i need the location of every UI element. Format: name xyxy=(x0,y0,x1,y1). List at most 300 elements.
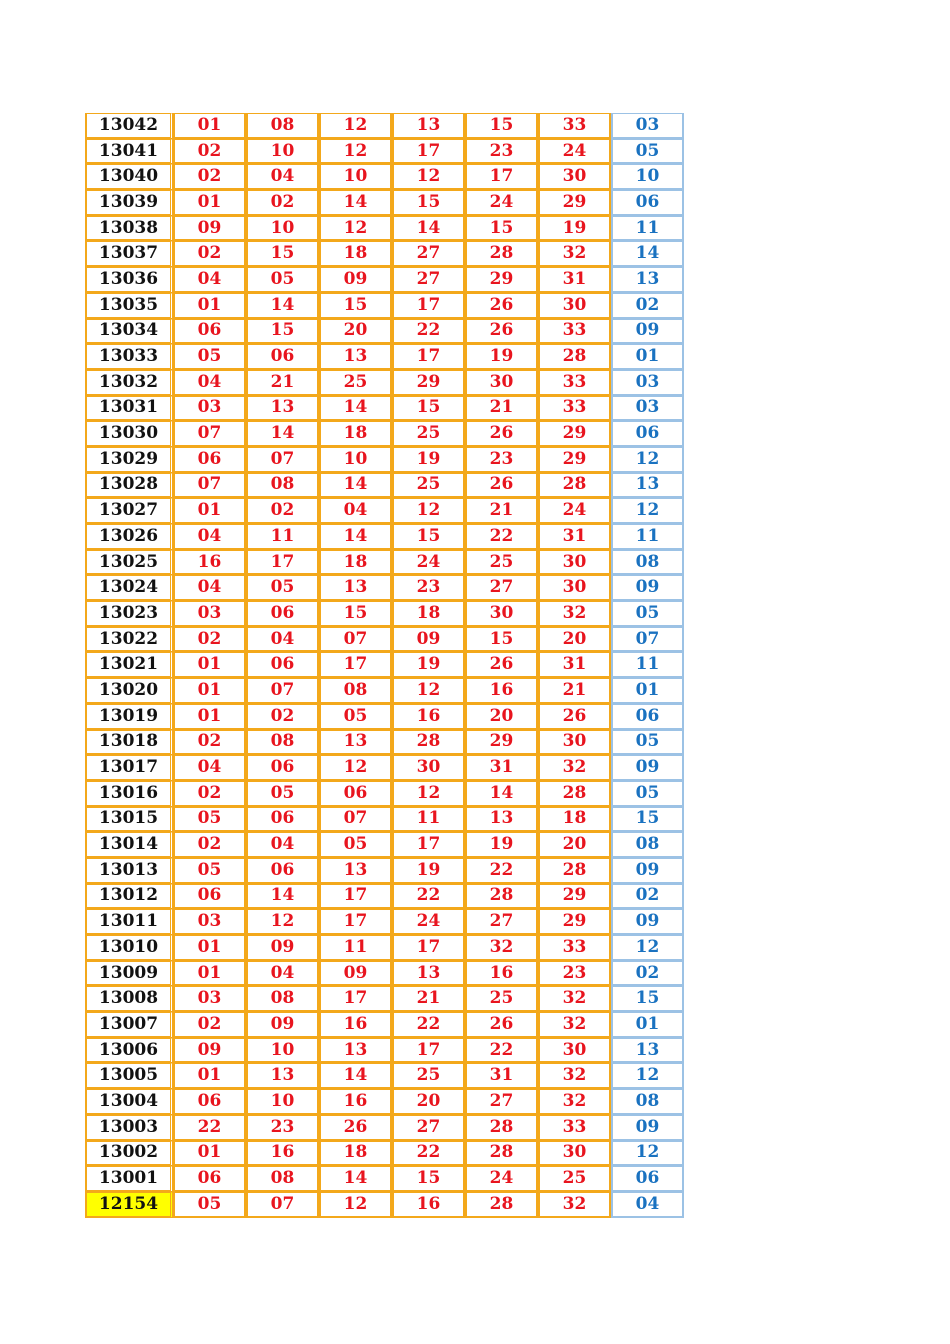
red-ball-cell: 07 xyxy=(319,627,392,653)
red-ball-cell: 17 xyxy=(319,884,392,910)
blue-ball-cell: 02 xyxy=(611,961,684,987)
red-ball-cell: 04 xyxy=(173,575,246,601)
table-row xyxy=(85,319,684,345)
issue-number-cell: 13033 xyxy=(85,344,173,370)
issue-number-cell: 13014 xyxy=(85,832,173,858)
table-row xyxy=(85,1115,684,1141)
red-ball-cell: 23 xyxy=(246,1115,319,1141)
red-ball-cell: 25 xyxy=(392,1063,465,1089)
red-ball-cell: 23 xyxy=(465,139,538,165)
issue-number-cell: 13011 xyxy=(85,909,173,935)
table-row xyxy=(85,498,684,524)
red-ball-cell: 07 xyxy=(319,807,392,833)
red-ball-cell: 17 xyxy=(392,293,465,319)
red-ball-cell: 04 xyxy=(246,164,319,190)
red-ball-cell: 24 xyxy=(465,190,538,216)
red-ball-cell: 02 xyxy=(246,498,319,524)
blue-ball-cell: 09 xyxy=(611,319,684,345)
red-ball-cell: 12 xyxy=(392,498,465,524)
red-ball-cell: 12 xyxy=(392,781,465,807)
red-ball-cell: 01 xyxy=(173,678,246,704)
red-ball-cell: 15 xyxy=(319,293,392,319)
issue-number-cell: 13038 xyxy=(85,216,173,242)
issue-number-cell: 13009 xyxy=(85,961,173,987)
table-row xyxy=(85,190,684,216)
blue-ball-cell: 07 xyxy=(611,627,684,653)
red-ball-cell: 06 xyxy=(173,447,246,473)
red-ball-cell: 12 xyxy=(319,1192,392,1218)
red-ball-cell: 26 xyxy=(465,473,538,499)
red-ball-cell: 08 xyxy=(246,986,319,1012)
red-ball-cell: 21 xyxy=(465,396,538,422)
issue-number-cell: 13028 xyxy=(85,473,173,499)
table-row xyxy=(85,909,684,935)
red-ball-cell: 27 xyxy=(465,575,538,601)
blue-ball-cell: 09 xyxy=(611,909,684,935)
red-ball-cell: 15 xyxy=(246,241,319,267)
issue-number-cell: 13024 xyxy=(85,575,173,601)
blue-ball-cell: 09 xyxy=(611,1115,684,1141)
red-ball-cell: 21 xyxy=(392,986,465,1012)
red-ball-cell: 23 xyxy=(392,575,465,601)
red-ball-cell: 31 xyxy=(538,652,611,678)
red-ball-cell: 20 xyxy=(392,1089,465,1115)
red-ball-cell: 02 xyxy=(173,832,246,858)
red-ball-cell: 15 xyxy=(392,190,465,216)
red-ball-cell: 11 xyxy=(246,524,319,550)
red-ball-cell: 18 xyxy=(392,601,465,627)
red-ball-cell: 29 xyxy=(465,730,538,756)
issue-number-cell: 13007 xyxy=(85,1012,173,1038)
red-ball-cell: 21 xyxy=(246,370,319,396)
red-ball-cell: 25 xyxy=(465,550,538,576)
red-ball-cell: 19 xyxy=(392,447,465,473)
red-ball-cell: 22 xyxy=(465,524,538,550)
red-ball-cell: 26 xyxy=(319,1115,392,1141)
issue-number-cell: 13016 xyxy=(85,781,173,807)
table-row xyxy=(85,1089,684,1115)
red-ball-cell: 02 xyxy=(246,190,319,216)
red-ball-cell: 15 xyxy=(392,396,465,422)
red-ball-cell: 28 xyxy=(465,1192,538,1218)
red-ball-cell: 30 xyxy=(538,730,611,756)
red-ball-cell: 15 xyxy=(392,1166,465,1192)
red-ball-cell: 28 xyxy=(538,781,611,807)
lottery-results-sheet xyxy=(85,113,684,1221)
table-row xyxy=(85,1038,684,1064)
red-ball-cell: 16 xyxy=(392,1192,465,1218)
red-ball-cell: 26 xyxy=(465,293,538,319)
issue-number-cell: 13004 xyxy=(85,1089,173,1115)
issue-number-cell: 13039 xyxy=(85,190,173,216)
red-ball-cell: 04 xyxy=(173,370,246,396)
table-row xyxy=(85,935,684,961)
red-ball-cell: 14 xyxy=(319,190,392,216)
red-ball-cell: 01 xyxy=(173,1063,246,1089)
table-row xyxy=(85,1192,684,1218)
red-ball-cell: 17 xyxy=(319,986,392,1012)
blue-ball-cell: 15 xyxy=(611,807,684,833)
red-ball-cell: 26 xyxy=(538,704,611,730)
red-ball-cell: 17 xyxy=(392,832,465,858)
blue-ball-cell: 11 xyxy=(611,216,684,242)
red-ball-cell: 15 xyxy=(246,319,319,345)
table-row xyxy=(85,113,684,139)
red-ball-cell: 14 xyxy=(319,1166,392,1192)
table-row xyxy=(85,755,684,781)
red-ball-cell: 25 xyxy=(392,421,465,447)
issue-number-cell: 13032 xyxy=(85,370,173,396)
red-ball-cell: 14 xyxy=(246,293,319,319)
red-ball-cell: 31 xyxy=(538,524,611,550)
red-ball-cell: 06 xyxy=(173,1089,246,1115)
blue-ball-cell: 09 xyxy=(611,858,684,884)
red-ball-cell: 32 xyxy=(538,755,611,781)
red-ball-cell: 08 xyxy=(319,678,392,704)
table-row xyxy=(85,344,684,370)
red-ball-cell: 14 xyxy=(246,884,319,910)
blue-ball-cell: 12 xyxy=(611,498,684,524)
issue-number-cell: 13037 xyxy=(85,241,173,267)
blue-ball-cell: 01 xyxy=(611,344,684,370)
issue-number-cell: 13003 xyxy=(85,1115,173,1141)
red-ball-cell: 17 xyxy=(392,139,465,165)
red-ball-cell: 06 xyxy=(246,344,319,370)
blue-ball-cell: 01 xyxy=(611,678,684,704)
table-row xyxy=(85,627,684,653)
red-ball-cell: 05 xyxy=(246,575,319,601)
table-row xyxy=(85,1063,684,1089)
red-ball-cell: 03 xyxy=(173,396,246,422)
red-ball-cell: 27 xyxy=(465,1089,538,1115)
red-ball-cell: 06 xyxy=(173,1166,246,1192)
red-ball-cell: 07 xyxy=(173,421,246,447)
blue-ball-cell: 03 xyxy=(611,396,684,422)
table-row xyxy=(85,884,684,910)
red-ball-cell: 06 xyxy=(246,807,319,833)
red-ball-cell: 13 xyxy=(392,961,465,987)
red-ball-cell: 10 xyxy=(246,216,319,242)
red-ball-cell: 27 xyxy=(392,267,465,293)
red-ball-cell: 01 xyxy=(173,113,246,139)
red-ball-cell: 03 xyxy=(173,601,246,627)
red-ball-cell: 05 xyxy=(319,704,392,730)
red-ball-cell: 21 xyxy=(465,498,538,524)
blue-ball-cell: 12 xyxy=(611,1063,684,1089)
red-ball-cell: 13 xyxy=(319,730,392,756)
red-ball-cell: 17 xyxy=(392,935,465,961)
red-ball-cell: 16 xyxy=(465,961,538,987)
blue-ball-cell: 06 xyxy=(611,421,684,447)
table-row xyxy=(85,575,684,601)
issue-number-cell: 13001 xyxy=(85,1166,173,1192)
table-row xyxy=(85,370,684,396)
red-ball-cell: 32 xyxy=(538,1063,611,1089)
table-row xyxy=(85,858,684,884)
issue-number-cell: 13020 xyxy=(85,678,173,704)
red-ball-cell: 24 xyxy=(538,139,611,165)
red-ball-cell: 14 xyxy=(319,396,392,422)
blue-ball-cell: 06 xyxy=(611,190,684,216)
table-row xyxy=(85,961,684,987)
red-ball-cell: 30 xyxy=(538,1038,611,1064)
red-ball-cell: 11 xyxy=(392,807,465,833)
red-ball-cell: 09 xyxy=(319,961,392,987)
red-ball-cell: 15 xyxy=(465,627,538,653)
red-ball-cell: 09 xyxy=(173,216,246,242)
table-row xyxy=(85,652,684,678)
red-ball-cell: 33 xyxy=(538,113,611,139)
red-ball-cell: 29 xyxy=(538,190,611,216)
table-row xyxy=(85,139,684,165)
red-ball-cell: 21 xyxy=(538,678,611,704)
red-ball-cell: 19 xyxy=(538,216,611,242)
issue-number-cell: 13042 xyxy=(85,113,173,139)
issue-number-cell: 13029 xyxy=(85,447,173,473)
red-ball-cell: 05 xyxy=(173,807,246,833)
blue-ball-cell: 06 xyxy=(611,1166,684,1192)
red-ball-cell: 22 xyxy=(392,1012,465,1038)
red-ball-cell: 29 xyxy=(465,267,538,293)
red-ball-cell: 12 xyxy=(246,909,319,935)
table-row xyxy=(85,216,684,242)
red-ball-cell: 33 xyxy=(538,396,611,422)
red-ball-cell: 06 xyxy=(246,755,319,781)
red-ball-cell: 04 xyxy=(173,524,246,550)
red-ball-cell: 24 xyxy=(392,909,465,935)
blue-ball-cell: 05 xyxy=(611,781,684,807)
red-ball-cell: 17 xyxy=(392,344,465,370)
red-ball-cell: 20 xyxy=(538,832,611,858)
red-ball-cell: 30 xyxy=(538,1141,611,1167)
red-ball-cell: 06 xyxy=(319,781,392,807)
red-ball-cell: 10 xyxy=(246,1089,319,1115)
red-ball-cell: 01 xyxy=(173,293,246,319)
red-ball-cell: 32 xyxy=(538,1089,611,1115)
red-ball-cell: 30 xyxy=(538,164,611,190)
table-row xyxy=(85,986,684,1012)
red-ball-cell: 22 xyxy=(173,1115,246,1141)
red-ball-cell: 12 xyxy=(319,139,392,165)
red-ball-cell: 05 xyxy=(246,267,319,293)
red-ball-cell: 04 xyxy=(173,755,246,781)
table-row xyxy=(85,704,684,730)
red-ball-cell: 32 xyxy=(538,986,611,1012)
issue-number-cell-highlighted: 12154 xyxy=(85,1192,173,1218)
red-ball-cell: 17 xyxy=(392,1038,465,1064)
red-ball-cell: 02 xyxy=(173,781,246,807)
red-ball-cell: 32 xyxy=(465,935,538,961)
red-ball-cell: 14 xyxy=(319,473,392,499)
red-ball-cell: 03 xyxy=(173,986,246,1012)
red-ball-cell: 27 xyxy=(465,909,538,935)
red-ball-cell: 14 xyxy=(319,524,392,550)
red-ball-cell: 06 xyxy=(173,319,246,345)
red-ball-cell: 28 xyxy=(465,884,538,910)
blue-ball-cell: 15 xyxy=(611,986,684,1012)
red-ball-cell: 19 xyxy=(465,832,538,858)
issue-number-cell: 13002 xyxy=(85,1141,173,1167)
red-ball-cell: 13 xyxy=(246,396,319,422)
red-ball-cell: 29 xyxy=(392,370,465,396)
red-ball-cell: 06 xyxy=(246,858,319,884)
red-ball-cell: 15 xyxy=(319,601,392,627)
table-row xyxy=(85,678,684,704)
red-ball-cell: 01 xyxy=(173,704,246,730)
red-ball-cell: 09 xyxy=(392,627,465,653)
red-ball-cell: 05 xyxy=(173,1192,246,1218)
red-ball-cell: 16 xyxy=(465,678,538,704)
red-ball-cell: 07 xyxy=(246,1192,319,1218)
issue-number-cell: 13005 xyxy=(85,1063,173,1089)
red-ball-cell: 02 xyxy=(246,704,319,730)
blue-ball-cell: 13 xyxy=(611,473,684,499)
blue-ball-cell: 09 xyxy=(611,755,684,781)
red-ball-cell: 33 xyxy=(538,1115,611,1141)
table-row xyxy=(85,1166,684,1192)
red-ball-cell: 10 xyxy=(319,164,392,190)
red-ball-cell: 14 xyxy=(246,421,319,447)
red-ball-cell: 18 xyxy=(319,550,392,576)
red-ball-cell: 17 xyxy=(319,909,392,935)
red-ball-cell: 01 xyxy=(173,652,246,678)
issue-number-cell: 13025 xyxy=(85,550,173,576)
red-ball-cell: 17 xyxy=(465,164,538,190)
red-ball-cell: 14 xyxy=(465,781,538,807)
red-ball-cell: 27 xyxy=(392,241,465,267)
red-ball-cell: 20 xyxy=(538,627,611,653)
red-ball-cell: 32 xyxy=(538,1012,611,1038)
red-ball-cell: 18 xyxy=(319,241,392,267)
red-ball-cell: 01 xyxy=(173,961,246,987)
blue-ball-cell: 12 xyxy=(611,935,684,961)
red-ball-cell: 24 xyxy=(538,498,611,524)
table-row xyxy=(85,601,684,627)
red-ball-cell: 10 xyxy=(319,447,392,473)
red-ball-cell: 23 xyxy=(465,447,538,473)
blue-ball-cell: 12 xyxy=(611,1141,684,1167)
red-ball-cell: 08 xyxy=(246,730,319,756)
issue-number-cell: 13019 xyxy=(85,704,173,730)
table-row xyxy=(85,807,684,833)
issue-number-cell: 13017 xyxy=(85,755,173,781)
red-ball-cell: 13 xyxy=(319,858,392,884)
blue-ball-cell: 09 xyxy=(611,575,684,601)
red-ball-cell: 01 xyxy=(173,190,246,216)
table-row xyxy=(85,473,684,499)
red-ball-cell: 07 xyxy=(173,473,246,499)
red-ball-cell: 03 xyxy=(173,909,246,935)
red-ball-cell: 32 xyxy=(538,601,611,627)
red-ball-cell: 24 xyxy=(392,550,465,576)
red-ball-cell: 11 xyxy=(319,935,392,961)
red-ball-cell: 01 xyxy=(173,498,246,524)
issue-number-cell: 13015 xyxy=(85,807,173,833)
red-ball-cell: 26 xyxy=(465,652,538,678)
red-ball-cell: 08 xyxy=(246,473,319,499)
red-ball-cell: 15 xyxy=(465,113,538,139)
red-ball-cell: 12 xyxy=(319,113,392,139)
red-ball-cell: 31 xyxy=(538,267,611,293)
issue-number-cell: 13006 xyxy=(85,1038,173,1064)
red-ball-cell: 13 xyxy=(246,1063,319,1089)
red-ball-cell: 32 xyxy=(538,1192,611,1218)
red-ball-cell: 05 xyxy=(246,781,319,807)
table-row xyxy=(85,1012,684,1038)
red-ball-cell: 02 xyxy=(173,1012,246,1038)
red-ball-cell: 27 xyxy=(392,1115,465,1141)
table-row xyxy=(85,524,684,550)
blue-ball-cell: 13 xyxy=(611,267,684,293)
issue-number-cell: 13036 xyxy=(85,267,173,293)
blue-ball-cell: 02 xyxy=(611,884,684,910)
red-ball-cell: 05 xyxy=(319,832,392,858)
red-ball-cell: 26 xyxy=(465,1012,538,1038)
blue-ball-cell: 11 xyxy=(611,652,684,678)
red-ball-cell: 12 xyxy=(392,678,465,704)
red-ball-cell: 02 xyxy=(173,164,246,190)
issue-number-cell: 13010 xyxy=(85,935,173,961)
issue-number-cell: 13008 xyxy=(85,986,173,1012)
blue-ball-cell: 01 xyxy=(611,1012,684,1038)
red-ball-cell: 19 xyxy=(465,344,538,370)
red-ball-cell: 02 xyxy=(173,139,246,165)
issue-number-cell: 13026 xyxy=(85,524,173,550)
red-ball-cell: 10 xyxy=(246,1038,319,1064)
red-ball-cell: 07 xyxy=(246,447,319,473)
red-ball-cell: 06 xyxy=(246,601,319,627)
table-row xyxy=(85,730,684,756)
red-ball-cell: 22 xyxy=(465,1038,538,1064)
red-ball-cell: 09 xyxy=(246,935,319,961)
blue-ball-cell: 05 xyxy=(611,601,684,627)
blue-ball-cell: 08 xyxy=(611,1089,684,1115)
table-row xyxy=(85,267,684,293)
red-ball-cell: 16 xyxy=(246,1141,319,1167)
red-ball-cell: 16 xyxy=(319,1089,392,1115)
blue-ball-cell: 14 xyxy=(611,241,684,267)
table-row xyxy=(85,550,684,576)
blue-ball-cell: 03 xyxy=(611,370,684,396)
red-ball-cell: 28 xyxy=(465,1141,538,1167)
red-ball-cell: 22 xyxy=(465,858,538,884)
red-ball-cell: 20 xyxy=(465,704,538,730)
issue-number-cell: 13031 xyxy=(85,396,173,422)
red-ball-cell: 04 xyxy=(246,961,319,987)
red-ball-cell: 05 xyxy=(173,344,246,370)
red-ball-cell: 12 xyxy=(319,216,392,242)
red-ball-cell: 29 xyxy=(538,421,611,447)
red-ball-cell: 02 xyxy=(173,241,246,267)
blue-ball-cell: 04 xyxy=(611,1192,684,1218)
table-row xyxy=(85,781,684,807)
issue-number-cell: 13040 xyxy=(85,164,173,190)
red-ball-cell: 18 xyxy=(538,807,611,833)
red-ball-cell: 14 xyxy=(392,216,465,242)
table-row xyxy=(85,447,684,473)
blue-ball-cell: 10 xyxy=(611,164,684,190)
red-ball-cell: 28 xyxy=(538,344,611,370)
red-ball-cell: 06 xyxy=(173,884,246,910)
red-ball-cell: 33 xyxy=(538,935,611,961)
table-row xyxy=(85,396,684,422)
blue-ball-cell: 05 xyxy=(611,139,684,165)
blue-ball-cell: 13 xyxy=(611,1038,684,1064)
red-ball-cell: 16 xyxy=(319,1012,392,1038)
table-row xyxy=(85,293,684,319)
red-ball-cell: 14 xyxy=(319,1063,392,1089)
blue-ball-cell: 11 xyxy=(611,524,684,550)
